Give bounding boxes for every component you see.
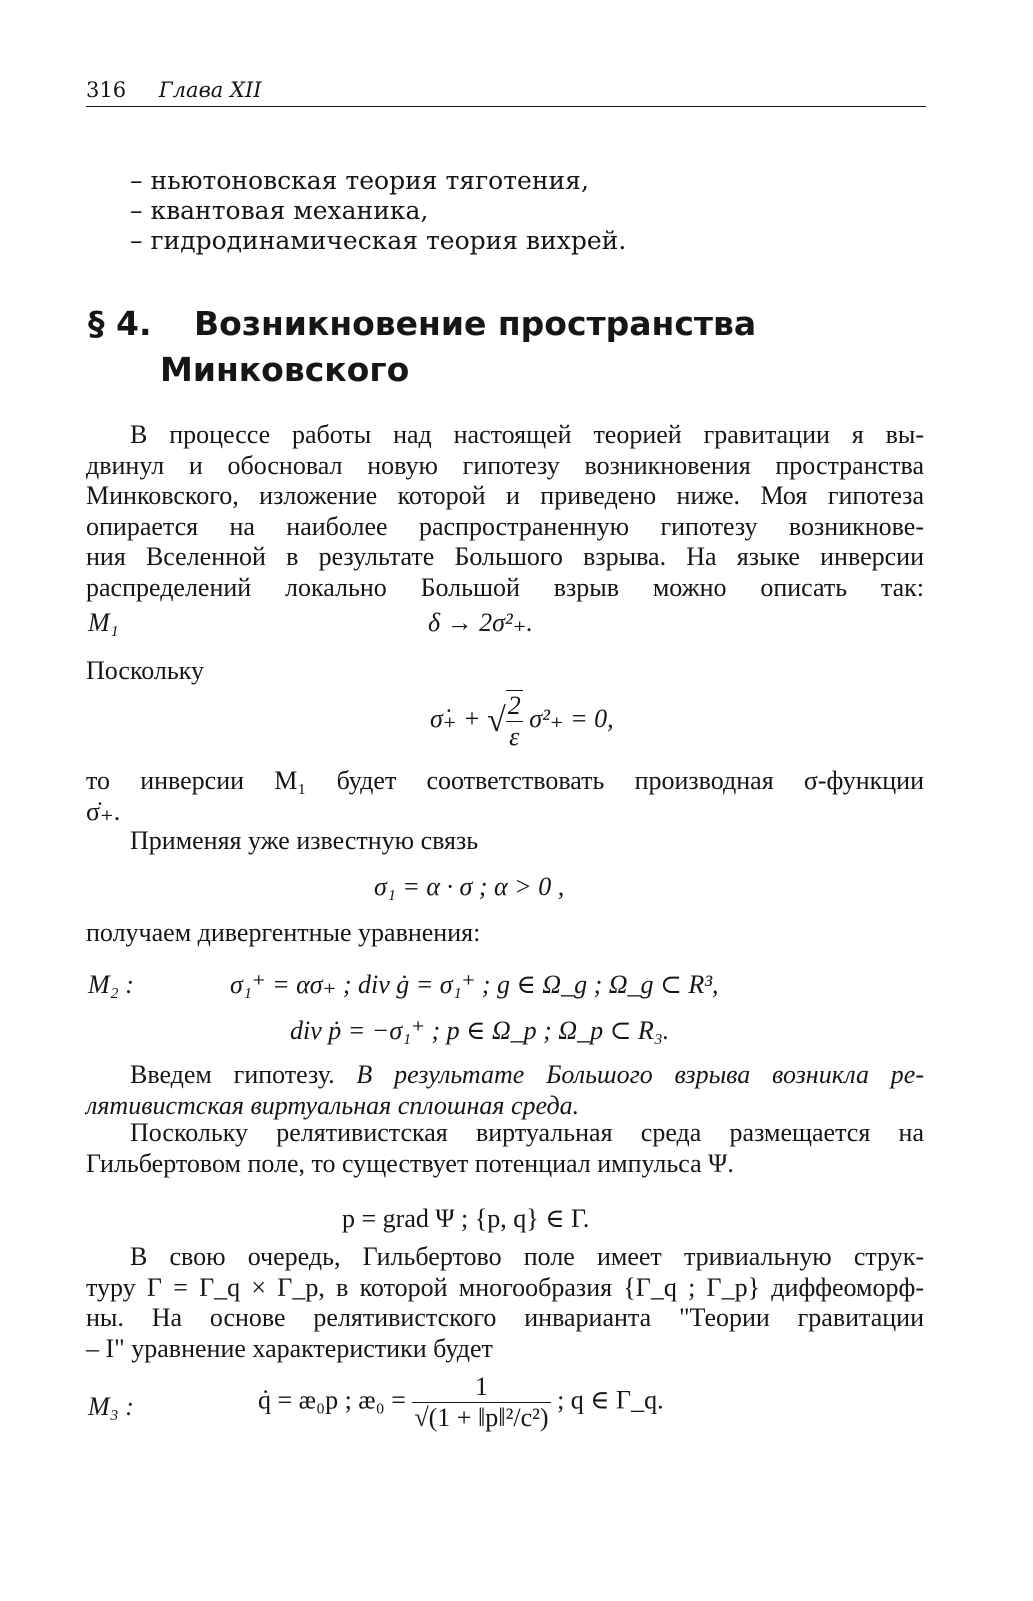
equation-label-m3: M₃ : [88, 1392, 134, 1421]
equation-sigma-derivative [430, 690, 614, 752]
fraction-denominator: √(1 + ‖p‖²/c²) [414, 1403, 549, 1432]
paragraph-intro [86, 420, 924, 603]
paragraph-poskolku [86, 656, 286, 687]
section-title-line2: Минковского [160, 350, 410, 389]
paragraph-relation [86, 826, 924, 857]
text-line: получаем дивергентные уравнения: [86, 918, 481, 947]
equation-m3 [258, 1372, 664, 1433]
fraction-denominator: ε [509, 722, 520, 751]
text-line: Гильбертовом поле, то существует потенциал импульса Ψ. [86, 1148, 734, 1178]
eq-left: σ̇₊ + [430, 703, 481, 733]
text-line: Поскольку [86, 656, 205, 685]
section-number: § 4. [88, 304, 152, 343]
equation-m2-line1: σ₁⁺ = ασ₊ ; div ġ = σ₁⁺ ; g ∈ Ω_g ; Ω_g ⊂ R³, [230, 970, 719, 999]
text-line: В процессе работы над настоящей теорией гравитации я вы- [130, 420, 924, 449]
text-line [86, 1060, 924, 1091]
sqrt-sign: √ [487, 702, 506, 739]
eq-left: q̇ = æ₀p ; æ₀ = [258, 1385, 406, 1415]
text-line: ны. На основе релятивистского инварианта "Теории гравитации [86, 1303, 924, 1332]
page-number: 316 [86, 78, 127, 102]
text-line: то инверсии M₁ будет соответствовать производная σ-функции [86, 766, 924, 795]
text-line: лятивистская виртуальная сплошная среда. [86, 1090, 580, 1120]
text-line: Применяя уже известную связь [130, 826, 479, 855]
hypothesis-statement: В результате Большого взрыва возникла ре- [356, 1060, 924, 1089]
list-item: – квантовая механика, [130, 196, 429, 225]
equation-grad-psi: p = grad Ψ ; {p, q} ∈ Γ. [342, 1204, 590, 1233]
chapter-title: Глава XII [158, 78, 262, 102]
text-line: опирается на наиболее распространенную гипотезу возникнове- [86, 511, 924, 541]
fraction [412, 1372, 550, 1433]
list-item: – гидродинамическая теория вихрей. [130, 226, 627, 255]
text-line: двинул и обосновал новую гипотезу возникновения пространства [86, 450, 924, 480]
text-line: В свою очередь, Гильбертово поле имеет тривиальную струк- [130, 1242, 924, 1271]
text-line: Поскольку релятивистская виртуальная среда размещается на [130, 1118, 924, 1147]
equation-label-m1: M₁ [88, 608, 119, 637]
paragraph-structure [86, 1242, 924, 1364]
text-line: распределений локально Большой взрыв можно описать так: [86, 572, 924, 602]
running-header [86, 78, 262, 102]
paragraph-hypothesis [86, 1060, 924, 1121]
paragraph-divergent [86, 918, 924, 949]
text-line: Минковского, изложение которой и приведено ниже. Моя гипотеза [86, 481, 924, 510]
eq-right: σ²₊ = 0, [529, 703, 614, 733]
equation-m1: δ → 2σ²₊. [428, 608, 533, 637]
equation-label-m2: M₂ : [88, 970, 134, 999]
equation-m2-line2: div ṗ = −σ₁⁺ ; p ∈ Ω_p ; Ω_p ⊂ R₃. [290, 1016, 670, 1045]
paragraph-inversion [86, 766, 924, 827]
text-line: ния Вселенной в результате Большого взрыва. На языке инверсии [86, 542, 924, 571]
eq-right: ; q ∈ Γ_q. [557, 1385, 664, 1415]
text-line: – I" уравнение характеристики будет [86, 1333, 493, 1363]
fraction-numerator: 1 [412, 1372, 550, 1403]
section-title-line1: Возникновение пространства [194, 304, 757, 343]
equation-sigma-relation: σ₁ = α · σ ; α > 0 , [374, 872, 565, 901]
fraction [506, 690, 523, 752]
header-rule [86, 106, 926, 107]
list-item: – ньютоновская теория тяготения, [130, 166, 589, 195]
paragraph-hilbert [86, 1118, 924, 1179]
text-line: туру Γ = Γ_q × Γ_p, в которой многообразия {Γ_q ; Γ_p} диффеоморф- [86, 1272, 924, 1302]
fraction-numerator: 2 [507, 691, 521, 720]
theory-list [130, 166, 626, 256]
hypothesis-lead: Введем гипотезу. [130, 1060, 357, 1089]
text-line: σ̇₊. [86, 796, 121, 826]
